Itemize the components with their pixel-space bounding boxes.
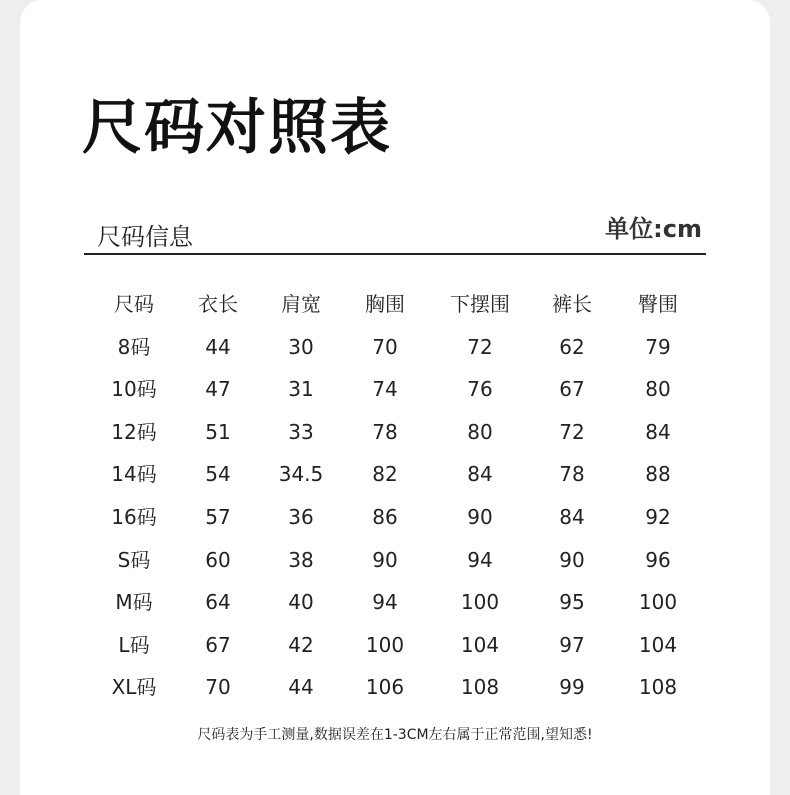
measurement-cell: 82 [372, 462, 398, 487]
table-row [20, 624, 770, 667]
size-cell: 8码 [117, 334, 151, 359]
measurement-cell: 78 [559, 462, 585, 487]
measurement-cell: 72 [559, 419, 585, 444]
measurement-cell: 95 [559, 590, 585, 615]
measurement-cell: 67 [559, 377, 585, 402]
measurement-cell: 51 [205, 419, 231, 444]
measurement-cell: 80 [645, 377, 671, 402]
measurement-cell: 30 [288, 334, 314, 359]
measurement-cell: 104 [460, 632, 500, 657]
measurement-cell: 99 [559, 675, 585, 700]
size-chart-card [20, 0, 770, 795]
info-header [84, 205, 706, 255]
measurement-cell: 97 [559, 632, 585, 657]
header-hem: 下摆围 [450, 292, 510, 316]
measurement-cell: 64 [205, 590, 231, 615]
measurement-cell: 54 [205, 462, 231, 487]
measurement-cell: 60 [205, 547, 231, 572]
header-size: 尺码 [114, 292, 154, 316]
measurement-cell: 44 [288, 675, 314, 700]
table-row [20, 411, 770, 454]
measurement-cell: 86 [372, 504, 398, 529]
measurement-cell: 38 [288, 547, 314, 572]
header-hip: 臀围 [638, 292, 678, 316]
size-cell: 14码 [111, 462, 157, 487]
header-pants-length: 裤长 [552, 292, 592, 316]
measurement-cell: 34.5 [278, 462, 324, 487]
measurement-cell: 70 [372, 334, 398, 359]
measurement-cell: 36 [288, 504, 314, 529]
measurement-cell: 80 [467, 419, 493, 444]
measurement-cell: 84 [467, 462, 493, 487]
measurement-cell: 84 [559, 504, 585, 529]
header-length: 衣长 [198, 292, 238, 316]
table-row [20, 581, 770, 624]
table-row [20, 539, 770, 582]
measurement-cell: 108 [460, 675, 500, 700]
measurement-cell: 67 [205, 632, 231, 657]
table-row [20, 666, 770, 709]
measurement-cell: 74 [372, 377, 398, 402]
measurement-cell: 108 [638, 675, 678, 700]
header-chest: 胸围 [365, 292, 405, 316]
measurement-cell: 92 [645, 504, 671, 529]
measurement-cell: 62 [559, 334, 585, 359]
size-cell: 12码 [111, 419, 157, 444]
measurement-cell: 100 [638, 590, 678, 615]
measurement-cell: 70 [205, 675, 231, 700]
measurement-cell: 44 [205, 334, 231, 359]
unit-label: 单位:cm [605, 215, 702, 243]
table-row [20, 453, 770, 496]
measurement-cell: 100 [460, 590, 500, 615]
measurement-cell: 47 [205, 377, 231, 402]
size-cell: XL码 [111, 675, 157, 700]
size-cell: S码 [117, 547, 151, 572]
size-cell: M码 [115, 590, 153, 615]
measurement-cell: 40 [288, 590, 314, 615]
table-row [20, 326, 770, 369]
measurement-cell: 94 [467, 547, 493, 572]
measurement-cell: 96 [645, 547, 671, 572]
measurement-cell: 88 [645, 462, 671, 487]
size-cell: L码 [118, 632, 150, 657]
measurement-cell: 94 [372, 590, 398, 615]
measurement-cell: 100 [365, 632, 405, 657]
measurement-cell: 57 [205, 504, 231, 529]
measurement-cell: 76 [467, 377, 493, 402]
measurement-cell: 42 [288, 632, 314, 657]
size-info-label: 尺码信息 [97, 223, 193, 251]
size-cell: 16码 [111, 504, 157, 529]
footnote: 尺码表为手工测量,数据误差在1-3CM左右属于正常范围,望知悉! [197, 727, 593, 743]
measurement-cell: 104 [638, 632, 678, 657]
measurement-cell: 90 [467, 504, 493, 529]
measurement-cell: 90 [372, 547, 398, 572]
size-table [20, 283, 770, 709]
measurement-cell: 106 [365, 675, 405, 700]
page-title: 尺码对照表 [82, 93, 392, 163]
measurement-cell: 72 [467, 334, 493, 359]
measurement-cell: 90 [559, 547, 585, 572]
measurement-cell: 79 [645, 334, 671, 359]
table-row [20, 368, 770, 411]
size-cell: 10码 [111, 377, 157, 402]
measurement-cell: 78 [372, 419, 398, 444]
header-shoulder: 肩宽 [281, 292, 321, 316]
measurement-cell: 33 [288, 419, 314, 444]
measurement-cell: 84 [645, 419, 671, 444]
table-row [20, 496, 770, 539]
measurement-cell: 31 [288, 377, 314, 402]
table-header-row [20, 283, 770, 326]
